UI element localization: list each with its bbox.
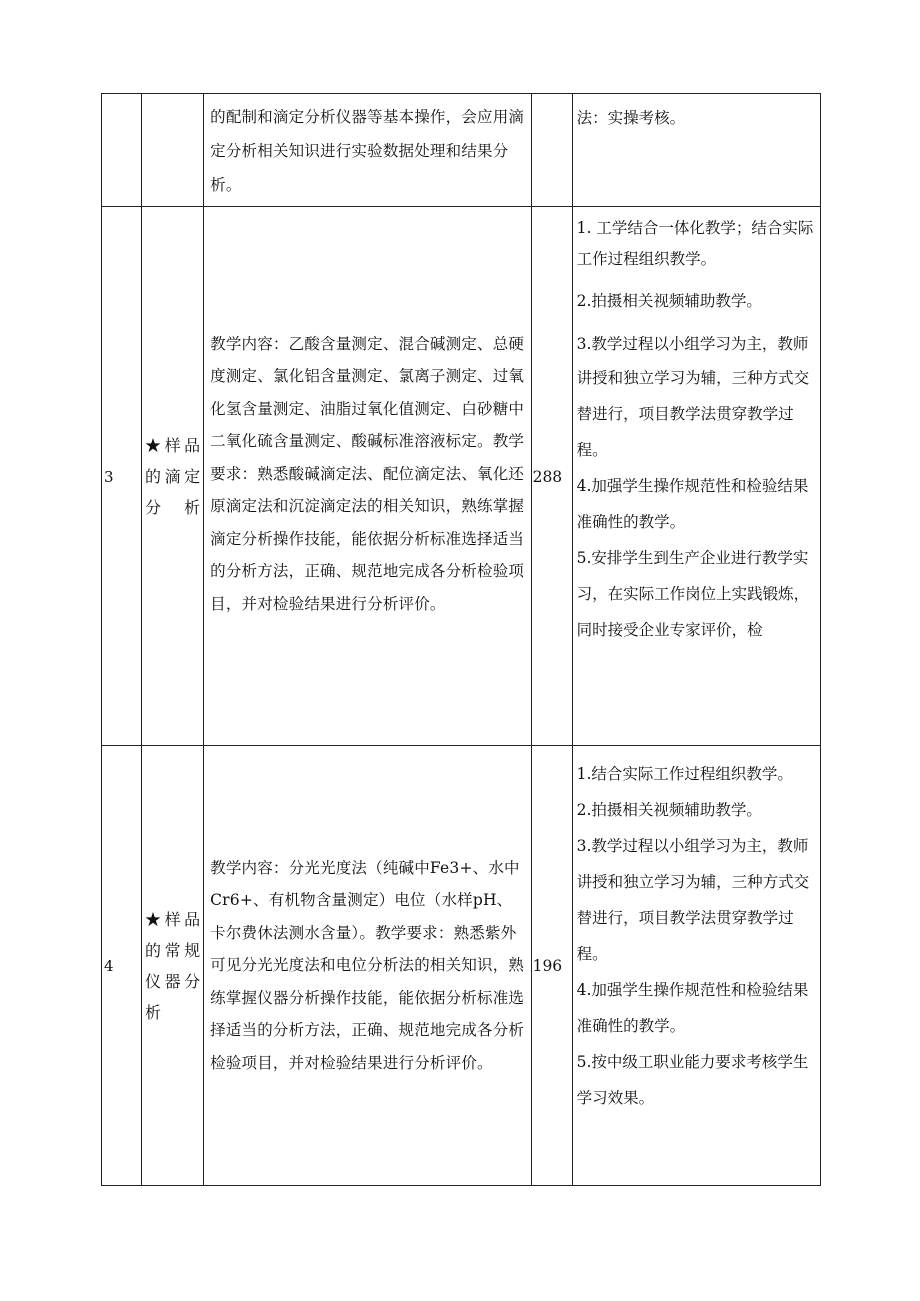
course-name-cell <box>142 94 204 207</box>
method-cell <box>572 746 820 1186</box>
course-table <box>101 93 821 1186</box>
row-number-cell <box>102 207 142 746</box>
course-content: 的配制和滴定分析仪器等基本操作，会应用滴定分析相关知识进行实验数据处理和结果分析。 <box>210 108 525 194</box>
course-name: ★样品的常规仪器分析 <box>145 909 201 1022</box>
method-line: 1. 工学结合一体化教学；结合实际 <box>576 219 814 237</box>
method-line: 3.教学过程以小组学习为主，教师讲授和独立学习为辅，三种方式交替进行，项目教学法贯穿教学过程。 <box>576 837 810 963</box>
hours: 288 <box>532 467 563 486</box>
hours <box>532 95 533 113</box>
course-content: 教学内容：乙酸含量测定、混合碱测定、总硬度测定、氯化铝含量测定、氯离子测定、过氧化氢含量测定、油脂过氧化值测定、白砂糖中二氧化硫含量测定、酸碱标准溶液标定。教学要求：熟悉酸碱滴定法、配位滴定法、氧化还原滴定法和沉淀滴定法的相关知识，熟练掌握滴定分析操作技能，能依据分析标准选择适当的分析方法，正确、规范地完成各分析检验项目，并对检验结果进行分析评价。 <box>210 334 525 613</box>
course-name-cell <box>142 207 204 746</box>
course-name: ★样品的滴定分析 <box>145 435 201 517</box>
method-line: 5.按中级工职业能力要求考核学生学习效果。 <box>576 1053 809 1107</box>
method-line: 准确性的教学。 <box>576 1017 686 1035</box>
table-row <box>102 746 821 1186</box>
course-name-cell <box>142 746 204 1186</box>
row-number <box>102 95 104 113</box>
row-number-cell <box>102 746 142 1186</box>
method-line: 4.加强学生操作规范性和检验结果准确性的教学。 <box>576 477 809 531</box>
method-line: 1.结合实际工作过程组织教学。 <box>576 765 793 783</box>
hours-cell <box>531 94 572 207</box>
method-line: 2.拍摄相关视频辅助教学。 <box>576 801 762 819</box>
course-content: 教学内容：分光光度法（纯碱中Fe3+、水中Cr6+、有机物含量测定）电位（水样pH、卡尔费休法测水含量）。教学要求：熟悉紫外可见分光光度法和电位分析法的相关知识，熟练掌握仪器分析操作技能，能依据分析标准选择适当的分析方法，正确、规范地完成各分析检验项目，并对检验结果进行分析评价。 <box>210 858 525 1072</box>
method-cell <box>572 94 820 207</box>
method-line: 讲授和独立学习为辅，三种方式交替进行，项目教学法贯穿教学过程。 <box>576 369 810 459</box>
row-number: 3 <box>104 467 114 486</box>
method-line: 工作过程组织教学。 <box>576 250 717 268</box>
method-line: 3.教学过程以小组学习为主，教师 <box>576 335 809 353</box>
hours: 196 <box>532 957 563 975</box>
table-row <box>102 207 821 746</box>
method-line: 4.加强学生操作规范性和检验结果 <box>576 981 809 999</box>
course-content-cell <box>204 207 531 746</box>
table-row <box>102 94 821 207</box>
hours-cell <box>531 207 572 746</box>
row-number-cell <box>102 94 142 207</box>
method-line: 5.安排学生到生产企业进行教学实习，在实际工作岗位上实践锻炼，同时接受企业专家评价，检 <box>576 549 810 639</box>
course-content-cell <box>204 94 531 207</box>
row-number: 4 <box>104 957 114 975</box>
method-line: 2.拍摄相关视频辅助教学。 <box>576 292 762 310</box>
hours-cell <box>531 746 572 1186</box>
method-line: 法：实操考核。 <box>576 109 686 127</box>
method-cell <box>572 207 820 746</box>
course-content-cell <box>204 746 531 1186</box>
